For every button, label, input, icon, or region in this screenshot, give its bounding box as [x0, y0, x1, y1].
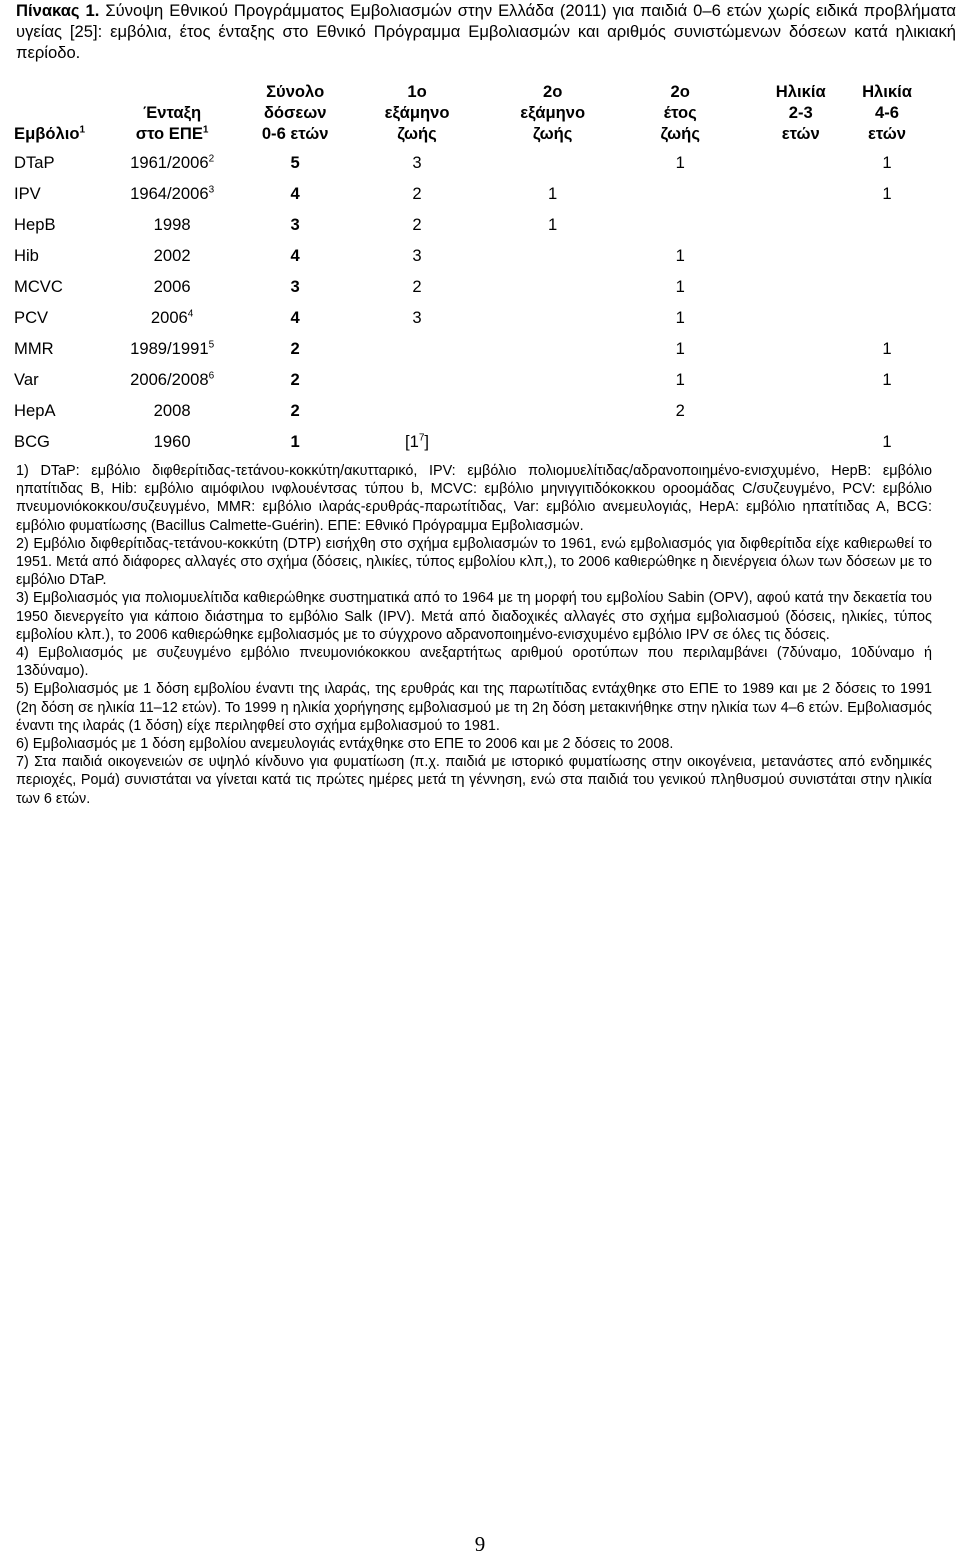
footnote: 4) Εμβολιασμός με συζευγμένο εμβόλιο πνευμονιόκοκκου ανεξαρτήτως αριθμού οροτύπων που περιλαμβάνει (7δύναμο, 10δύναμο ή 13δύναμο). — [16, 645, 932, 680]
doses-first-semester — [350, 333, 485, 364]
doses-first-semester: 3 — [412, 245, 422, 265]
doses-age-4-6 — [862, 302, 912, 333]
doses-second-year: 1 — [675, 152, 685, 172]
doses-first-semester: 2 — [412, 214, 422, 234]
inclusion-year: 2006 — [153, 276, 191, 296]
inclusion-year: 2006/2008$^6$ — [130, 369, 215, 389]
doses-second-semester — [484, 147, 621, 178]
doses-age-2-3 — [739, 426, 862, 457]
total-doses: 2 — [290, 400, 300, 420]
header-second-year: 2ο έτος ζωής — [660, 82, 700, 143]
vaccine-name: Hib — [14, 245, 39, 265]
header-vaccine: Εμβόλιο$^1$ — [14, 124, 86, 143]
table-row — [12, 240, 912, 271]
inclusion-year: 1960 — [153, 431, 191, 451]
total-doses: 3 — [290, 276, 300, 296]
header-age-4-6: Ηλικία 4-6 ετών — [862, 82, 912, 143]
doses-age-2-3 — [739, 271, 862, 302]
doses-first-semester — [350, 395, 485, 426]
table-row — [12, 178, 912, 209]
doses-second-year: 1 — [675, 369, 685, 389]
table-header-row — [12, 78, 912, 147]
inclusion-year: 2008 — [153, 400, 191, 420]
inclusion-year: 1961/2006$^2$ — [130, 152, 215, 172]
doses-age-2-3 — [739, 209, 862, 240]
doses-first-semester: 2 — [412, 183, 422, 203]
doses-age-2-3 — [739, 240, 862, 271]
vaccine-name: HepA — [14, 400, 56, 420]
doses-second-semester: 1 — [548, 214, 558, 234]
doses-age-4-6 — [862, 240, 912, 271]
header-inclusion: Ένταξη στο ΕΠΕ$^1$ — [135, 103, 209, 143]
table-row — [12, 271, 912, 302]
doses-second-year: 2 — [675, 400, 685, 420]
footnotes — [16, 462, 932, 808]
doses-second-year — [621, 426, 739, 457]
total-doses: 3 — [290, 214, 300, 234]
vaccine-name: IPV — [14, 183, 41, 203]
vaccine-name: PCV — [14, 307, 49, 327]
doses-second-semester — [484, 240, 621, 271]
total-doses: 1 — [290, 431, 300, 451]
caption-text: Σύνοψη Εθνικού Προγράμματος Εμβολιασμών στην Ελλάδα (2011) για παιδιά 0–6 ετών χωρίς ειδικά προβλήματα υγείας [25]: εμβόλια, έτος ένταξης στο Εθνικό Πρόγραμμα Εμβολιασμών και αριθμός συνιστώμενων δόσεων κατά ηλικιακή περίοδο. — [16, 1, 956, 62]
header-total-doses: Σύνολο δόσεων 0-6 ετών — [261, 82, 329, 143]
vaccination-table — [12, 78, 912, 457]
inclusion-year: 1998 — [153, 214, 191, 234]
doses-age-2-3 — [739, 395, 862, 426]
doses-age-4-6: 1 — [882, 152, 892, 172]
inclusion-year: 1964/2006$^3$ — [130, 183, 215, 203]
doses-second-semester — [484, 364, 621, 395]
footnote: 2) Εμβόλιο διφθερίτιδας-τετάνου-κοκκύτη (DTP) εισήχθη στο σχήμα εμβολιασμών το 1961, ενώ εμβολιασμός για διφθερίτιδα είχε καθιερωθεί το 1951. Μετά από διάφορες αλλαγές στο σχήμα (δόσεις, ηλικίες, τύπος εμβολίου κλπ,), το 2006 καθιερώθηκε η διενέργεια όλων των δόσεων με το εμβόλιο DTaP. — [16, 535, 932, 589]
doses-age-4-6 — [862, 395, 912, 426]
doses-age-2-3 — [739, 333, 862, 364]
table-caption — [16, 0, 956, 63]
doses-second-semester — [484, 333, 621, 364]
footnote: 7) Στα παιδιά οικογενειών σε υψηλό κίνδυνο για φυματίωση (π.χ. παιδιά με ιστορικό φυματίωσης στην οικογένεια, μετανάστες από ενδημικές περιοχές, Ρομά) συνιστάται να γίνεται κατά τις πρώτες ημέρες μετά τη γέννηση, ενώ στα παιδιά του γενικού πληθυσμού συνιστάται στην ηλικία των 6 ετών. — [16, 754, 932, 807]
doses-age-2-3 — [739, 178, 862, 209]
total-doses: 5 — [290, 152, 300, 172]
header-second-semester: 2ο εξάμηνο ζωής — [520, 82, 586, 143]
doses-second-semester: 1 — [548, 183, 558, 203]
table-row — [12, 147, 912, 178]
total-doses: 2 — [290, 369, 300, 389]
doses-second-year — [621, 209, 739, 240]
inclusion-year: 2006$^4$ — [150, 307, 194, 327]
inclusion-year: 2002 — [153, 245, 191, 265]
doses-second-year: 1 — [675, 307, 685, 327]
footnote: 5) Εμβολιασμός με 1 δόση εμβολίου έναντι της ιλαράς, της ερυθράς και της παρωτίτιδας εντάχθηκε στο ΕΠΕ το 1989 και με 2 δόσεις το 1991 (2η δόση σε ηλικία 11–12 ετών). Το 1999 η ηλικία χορήγησης εμβολιασμού με τη 2η δόση μετακινήθηκε στην ηλικία των 4–6 ετών. Εμβολιασμός έναντι της ιλαράς (1 δόση) είχε περιληφθεί στο σχήμα εμβολιασμού το 1981. — [16, 681, 932, 734]
vaccine-name: Var — [14, 369, 39, 389]
doses-age-2-3 — [739, 147, 862, 178]
doses-age-4-6: 1 — [882, 183, 892, 203]
total-doses: 4 — [290, 245, 300, 265]
doses-second-year: 1 — [675, 276, 685, 296]
table-row — [12, 395, 912, 426]
doses-first-semester: 3 — [412, 152, 422, 172]
header-age-2-3: Ηλικία 2-3 ετών — [775, 82, 826, 143]
table-row — [12, 333, 912, 364]
doses-age-4-6: 1 — [882, 338, 892, 358]
caption-label: Πίνακας 1. — [16, 1, 100, 20]
inclusion-year: 1989/1991$^5$ — [130, 338, 215, 358]
doses-age-2-3 — [739, 302, 862, 333]
doses-age-4-6: 1 — [882, 369, 892, 389]
vaccine-name: DTaP — [14, 152, 55, 172]
vaccine-name: HepB — [14, 214, 56, 234]
doses-first-semester: $[1^7]$ — [405, 431, 430, 451]
doses-second-semester — [484, 426, 621, 457]
doses-age-4-6 — [862, 209, 912, 240]
vaccine-name: MMR — [14, 338, 54, 358]
total-doses: 2 — [290, 338, 300, 358]
doses-second-semester — [484, 302, 621, 333]
footnote: 1) DTaP: εμβόλιο διφθερίτιδας-τετάνου-κοκκύτη/ακυτταρικό, IPV: εμβόλιο πολιομυελίτιδας/αδρανοποιημένο-ενισχυμένο, HepB: εμβόλιο ηπατίτιδας Β, Hib: εμβόλιο αιμόφιλου ινφλουέντσας τύπου b, MCVC: εμβόλιο μηνιγγιτιδόκοκκου οροομάδας C/συζευγμένο, PCV: εμβόλιο πνευμονιόκοκκου/συζευγμένο, MMR: εμβόλιο ιλαράς-ερυθράς-παρωτίτιδας, Var: εμβόλιο ανεμευλογιάς, HepA: εμβόλιο ηπατίτιδας Α, BCG: εμβόλιο φυματίωσης (Bacillus Calmette-Guérin). ΕΠΕ: Εθνικό Πρόγραμμα Εμβολιασμών. — [16, 463, 932, 534]
doses-second-semester — [484, 395, 621, 426]
total-doses: 4 — [290, 307, 300, 327]
doses-first-semester: 3 — [412, 307, 422, 327]
doses-age-4-6 — [862, 271, 912, 302]
doses-second-year — [621, 178, 739, 209]
doses-age-2-3 — [739, 364, 862, 395]
page-number: 9 — [474, 1532, 486, 1556]
vaccine-name: MCVC — [14, 276, 63, 296]
doses-second-year: 1 — [675, 338, 685, 358]
doses-age-4-6: 1 — [882, 431, 892, 451]
header-first-semester: 1ο εξάμηνο ζωής — [384, 82, 450, 143]
table-row — [12, 364, 912, 395]
doses-second-semester — [484, 271, 621, 302]
doses-first-semester: 2 — [412, 276, 422, 296]
footnote: 6) Εμβολιασμός με 1 δόση εμβολίου ανεμευλογιάς εντάχθηκε στο ΕΠΕ το 2006 και με 2 δόσεις το 2008. — [16, 736, 674, 753]
table-row — [12, 426, 912, 457]
doses-first-semester — [350, 364, 485, 395]
vaccine-name: BCG — [14, 431, 50, 451]
total-doses: 4 — [290, 183, 300, 203]
table-row — [12, 209, 912, 240]
table-row — [12, 302, 912, 333]
doses-second-year: 1 — [675, 245, 685, 265]
footnote: 3) Εμβολιασμός για πολιομυελίτιδα καθιερώθηκε συστηματικά από το 1964 με τη μορφή του εμβολίου Sabin (OPV), αφού κατά την δεκαετία του 1950 διενεργείτο για κάποιο διάστημα το εμβόλιο Salk (IPV). Μετά από διαδοχικές αλλαγές στο σχήμα εμβολιασμού (δόσεις, ηλικίες, τύπος εμβολίου κλπ.), το 2006 καθιερώθηκε εμβολιασμός με το σύγχρονο αδρανοποιημένο-ενισχυμένο εμβόλιο IPV σε όλες τις δόσεις. — [16, 590, 932, 643]
